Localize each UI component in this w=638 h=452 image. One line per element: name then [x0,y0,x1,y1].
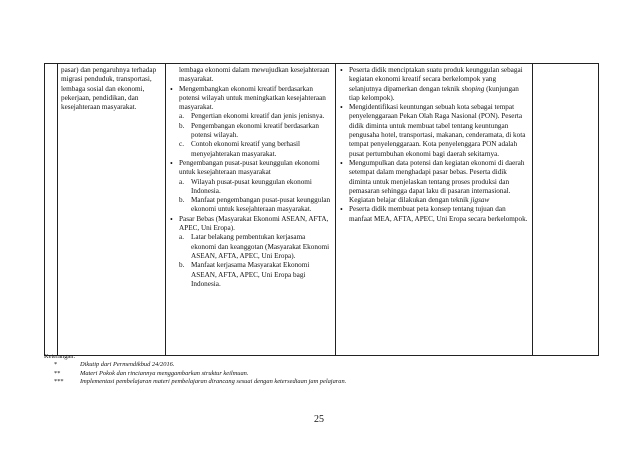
list-item: b. Manfaat kerjasama Masyarakat Ekonomi ASEAN, AFTA, APEC, Uni Eropa bagi Indonesia. [179,261,310,288]
notes-title: Keterangan: [44,353,76,360]
material-lead: lembaga ekonomi dalam mewujudkan kesejahteraan masyarakat. [179,66,330,84]
list-item: • Pasar Bebas (Masyarakat Ekonomi ASEAN, AFTA, APEC, Uni Eropa). a. Latar belakang pembentukan kerjasama ekonomi dan keanggotan (Masyarakat Ekonomi ASEAN, AFTA, APEC, Uni Eropa). b. Manfaat kerjasama Masyarakat Ekonomi ASEAN, AFTA, APEC, Uni Eropa bagi Indonesia. [169,215,332,289]
cell-competency [58,64,166,356]
cell-activities [336,64,533,356]
list-item: b. Pengembangan ekonomi kreatif berdasarkan potensi wilayah. [179,121,319,140]
table-row [45,64,599,356]
cell-empty [533,64,599,356]
material-list [169,85,332,290]
list-item: • Mengembangkan ekonomi kreatif berdasarkan potensi wilayah untuk meningkatkan kesejahteraan masyarakat. a. Pengertian ekonomi kreatif dan jenis jenisnya. b. Pengembangan ekonomi kreatif berdasarkan potensi wilayah. c. Contoh ekonomi kreatif yang berhasil menyejahterakan masyarakat. [169,85,332,159]
footnotes [44,353,346,387]
cell-material [166,64,336,356]
competency-text: pasar) dan pengaruhnya terhadap migrasi penduduk, transportasi, lembaga sosial dan ekonomi, pekerjaan, pendidikan, dan kesejahteraan masyarakat. [61,66,157,112]
list-item: a. Pengertian ekonomi kreatif dan jenis jenisnya. [179,112,325,121]
list-item: • Mengumpulkan data potensi dan kegiatan ekonomi di daerah setempat dalam menghadapi pasar bebas. Peserta didik diminta untuk menjelaskan tentang proses produksi dan pemasaran sehingga dapat laku di pasaran internasional. Kegiatan belajar dilakukan dengan teknik jigsaw [339,159,529,205]
list-item: • Peserta didik membuat peta konsep tentang tujuan dan manfaat MEA, AFTA, APEC, Uni Eropa secara berkelompok. [339,205,529,224]
list-item: b. Manfaat pengembangan pusat-pusat keunggulan ekonomi untuk kesejahteraan masyarakat. [179,196,331,214]
note-item: ** Materi Pokok dan rinciannya menggambarkan struktur keilmuan. [54,369,249,377]
list-item: • Mengidentifikasi keuntungan sebuah kota sebagai tempat penyelenggaraan Pekan Olah Raga Nasional (PON). Peserta didik diminta untuk membuat tabel tentang keuntungan pengusaha hotel, transportasi, makanan, cenderamata, di kota tempat penyelenggaraan. Kota penyelenggara PON adalah pusat pertumbuhan ekonomi bagi daerah sekitarnya. [339,103,529,159]
note-item: * Dikutip dari Permendikbud 24/2016. [54,361,175,369]
page-number: 25 [314,414,324,425]
list-item: a. Wilayah pusat-pusat keunggulan ekonomi Indonesia. [179,177,312,195]
list-item: a. Latar belakang pembentukan kerjasama ekonomi dan keanggotan (Masyarakat Ekonomi ASEAN, AFTA, APEC, Uni Eropa). [179,233,330,260]
syllabus-table [44,63,599,356]
list-item: • Peserta didik menciptakan suatu produk keunggulan sebagai kegiatan ekonomi kreatif secara berkelompok yang selanjutnya dipamerkan dengan teknik shoping (kunjungan tiap kelompok). [339,66,529,103]
note-item: *** Implementasi pembelajaran materi pembelajaran dirancang sesuai dengan ketersediaan jam pelajaran. [54,378,347,386]
list-item: • Pengembangan pusat-pusat keunggulan ekonomi untuk kesejahteraan masyarakat a. Wilayah pusat-pusat keunggulan ekonomi Indonesia. b. Manfaat pengembangan pusat-pusat keunggulan ekonomi untuk kesejahteraan masyarakat. [169,159,332,215]
activities-list [339,66,529,224]
list-item: c. Contoh ekonomi kreatif yang berhasil menyejahterakan masyarakat. [179,140,300,158]
cell-number [45,64,58,356]
